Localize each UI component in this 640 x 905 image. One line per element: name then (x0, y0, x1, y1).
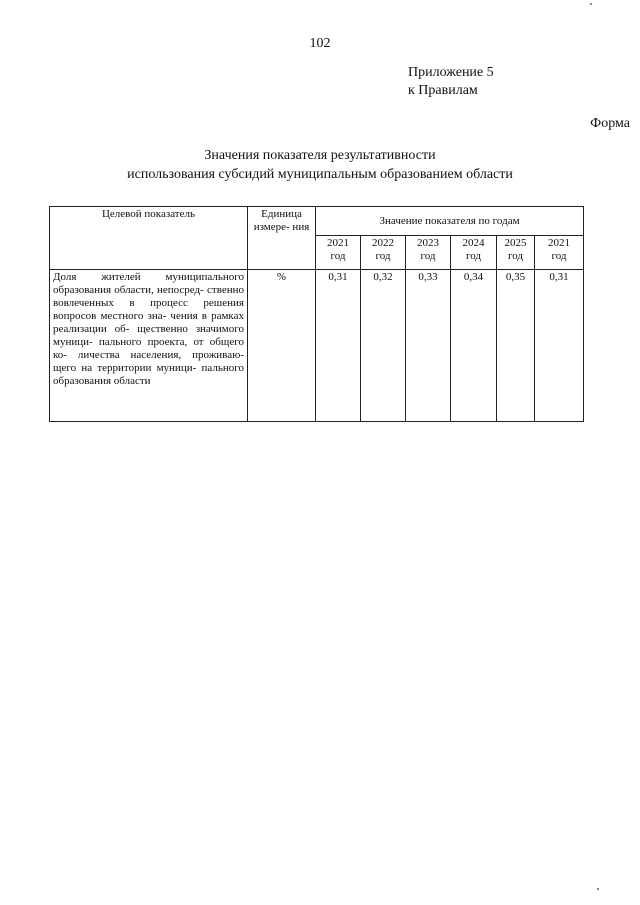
year-header: 2021 год (535, 236, 584, 270)
header-unit: Единица измере- ния (248, 207, 316, 270)
header-indicator: Целевой показатель (50, 207, 248, 270)
value-cell: 0,32 (361, 270, 406, 422)
scan-mark (590, 3, 592, 5)
year-header: 2024 год (451, 236, 497, 270)
value-cell: 0,31 (316, 270, 361, 422)
value-cell: 0,31 (535, 270, 584, 422)
title-line-2: использования субсидий муниципальным образованием области (127, 167, 513, 182)
annex-reference (408, 64, 494, 100)
page-number: 102 (309, 36, 331, 51)
value-cell: 0,33 (406, 270, 451, 422)
indicator-description: Доля жителей муниципального образования области, непосред- ственно вовлеченных в процесс решения вопросов местного зна- чения в рамках реализации об- щественно значимого муници- пального проекта, от общего ко- личества населения, проживаю- щего на территории муници- пального образования области (50, 270, 248, 422)
year-header: 2021 год (316, 236, 361, 270)
value-cell: 0,35 (497, 270, 535, 422)
document-title (0, 146, 640, 184)
unit-value: % (248, 270, 316, 422)
table-header-row (50, 207, 584, 236)
annex-line-2: к Правилам (408, 83, 478, 98)
table-row (50, 270, 584, 422)
title-line-1: Значения показателя результативности (204, 148, 436, 163)
header-values-by-year: Значение показателя по годам (316, 207, 584, 236)
scan-mark (597, 888, 599, 890)
year-header: 2023 год (406, 236, 451, 270)
annex-line-1: Приложение 5 (408, 65, 494, 80)
year-header: 2022 год (361, 236, 406, 270)
value-cell: 0,34 (451, 270, 497, 422)
year-header: 2025 год (497, 236, 535, 270)
indicator-table (49, 206, 584, 422)
form-label: Форма (590, 116, 630, 131)
